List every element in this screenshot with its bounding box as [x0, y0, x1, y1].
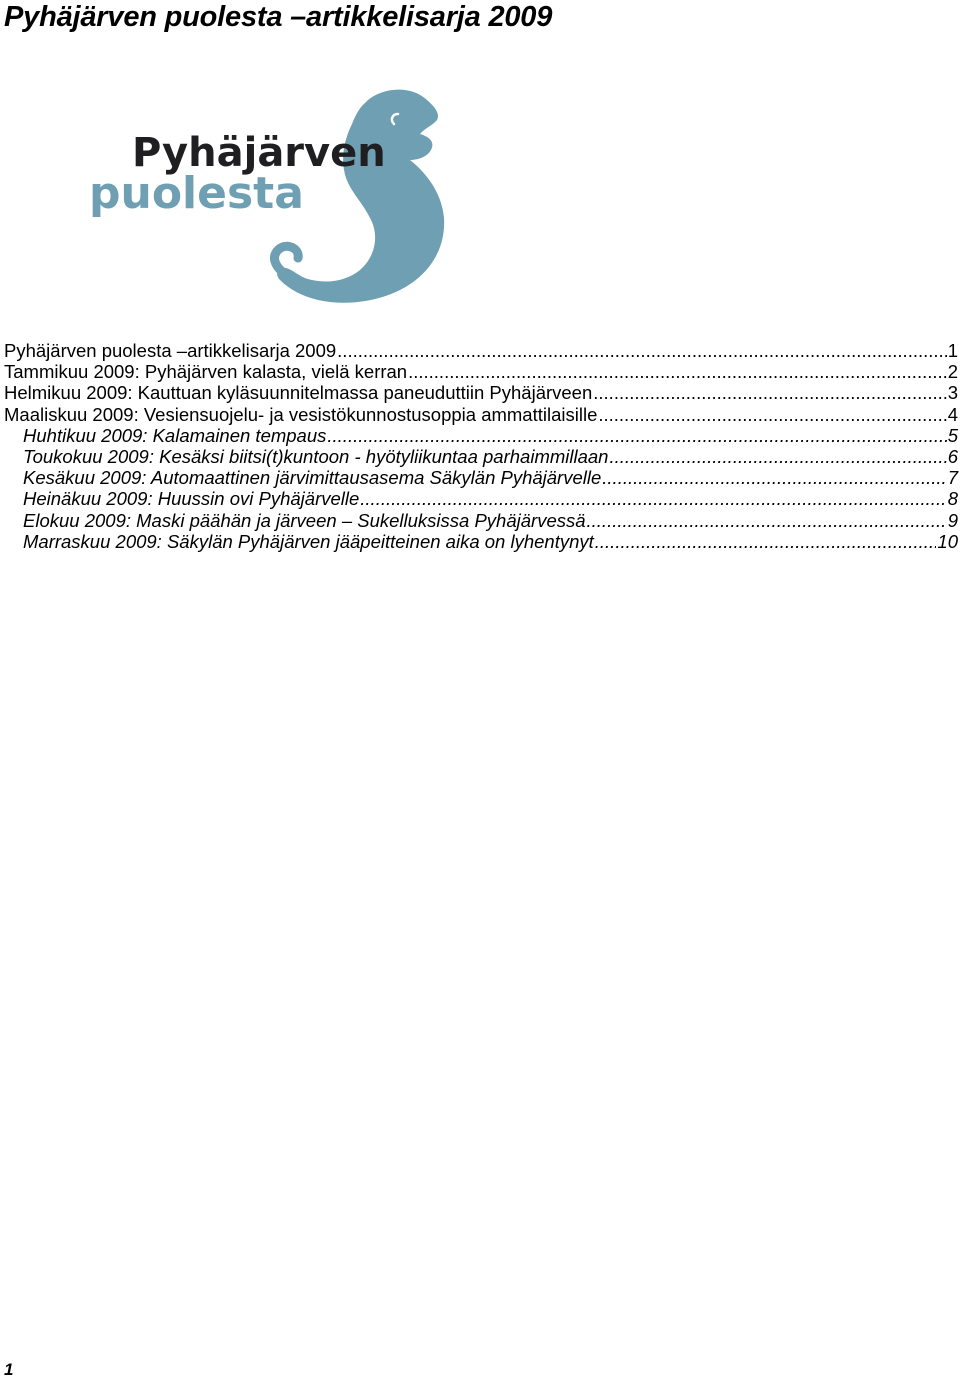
toc-page-number: 5: [947, 424, 958, 446]
toc-entry-text: Maaliskuu 2009: Vesiensuojelu- ja vesistökunnostusoppia ammattilaisille: [4, 403, 598, 425]
toc-entry[interactable]: [4, 340, 958, 361]
toc-entry-text: Marraskuu 2009: Säkylän Pyhäjärven jääpeitteinen aika on lyhentynyt: [23, 530, 594, 552]
toc-page-number: 4: [947, 403, 958, 425]
toc-entry[interactable]: [4, 404, 958, 425]
toc-entry[interactable]: [4, 382, 958, 403]
toc-dot-leader: [327, 425, 946, 446]
toc-page-number: 8: [947, 488, 958, 510]
toc-page-number: 6: [947, 445, 958, 467]
table-of-contents: [4, 340, 958, 552]
document-title: Pyhäjärven puolesta –artikkelisarja 2009: [4, 1, 553, 33]
pyhajarven-puolesta-logo: [80, 44, 532, 334]
toc-page-number: 10: [937, 530, 958, 552]
toc-dot-leader: [593, 382, 946, 403]
toc-entry-text: Kesäkuu 2009: Automaattinen järvimittausasema Säkylän Pyhäjärvelle: [23, 467, 602, 489]
toc-entry[interactable]: [4, 425, 958, 446]
toc-entry-text: Toukokuu 2009: Kesäksi biitsi(t)kuntoon - hyötyliikuntaa parhaimmillaan: [23, 445, 609, 467]
toc-page-number: 1: [947, 340, 958, 361]
toc-entry-text: Helmikuu 2009: Kauttuan kyläsuunnitelmassa paneuduttiin Pyhäjärveen: [4, 382, 593, 404]
toc-entry[interactable]: [4, 488, 958, 509]
toc-dot-leader: [337, 340, 947, 361]
toc-dot-leader: [609, 446, 946, 467]
toc-dot-leader: [587, 510, 947, 531]
toc-entry[interactable]: [4, 446, 958, 467]
toc-page-number: 7: [947, 467, 958, 489]
toc-dot-leader: [598, 404, 946, 425]
toc-entry[interactable]: [4, 361, 958, 382]
page-number-footer: 1: [4, 1360, 14, 1379]
toc-page-number: 9: [947, 509, 958, 531]
toc-entry[interactable]: [4, 510, 958, 531]
logo-text-line1: Pyhäjärven: [132, 130, 386, 176]
toc-dot-leader: [595, 531, 937, 552]
toc-entry[interactable]: [4, 467, 958, 488]
toc-entry-text: Tammikuu 2009: Pyhäjärven kalasta, vielä kerran: [4, 361, 408, 383]
toc-entry-text: Huhtikuu 2009: Kalamainen tempaus: [23, 424, 327, 446]
toc-page-number: 3: [947, 382, 958, 404]
toc-page-number: 2: [947, 361, 958, 383]
toc-dot-leader: [408, 361, 947, 382]
toc-entry-text: Heinäkuu 2009: Huussin ovi Pyhäjärvelle: [23, 488, 360, 510]
logo-text-line2: puolesta: [89, 168, 304, 219]
toc-dot-leader: [360, 488, 946, 509]
toc-entry-text: Pyhäjärven puolesta –artikkelisarja 2009: [4, 340, 337, 361]
seahorse-logo-icon: [80, 44, 532, 334]
toc-dot-leader: [602, 467, 946, 488]
toc-entry-text: Elokuu 2009: Maski päähän ja järveen – Sukelluksissa Pyhäjärvessä: [23, 509, 586, 531]
toc-entry[interactable]: [4, 531, 958, 552]
